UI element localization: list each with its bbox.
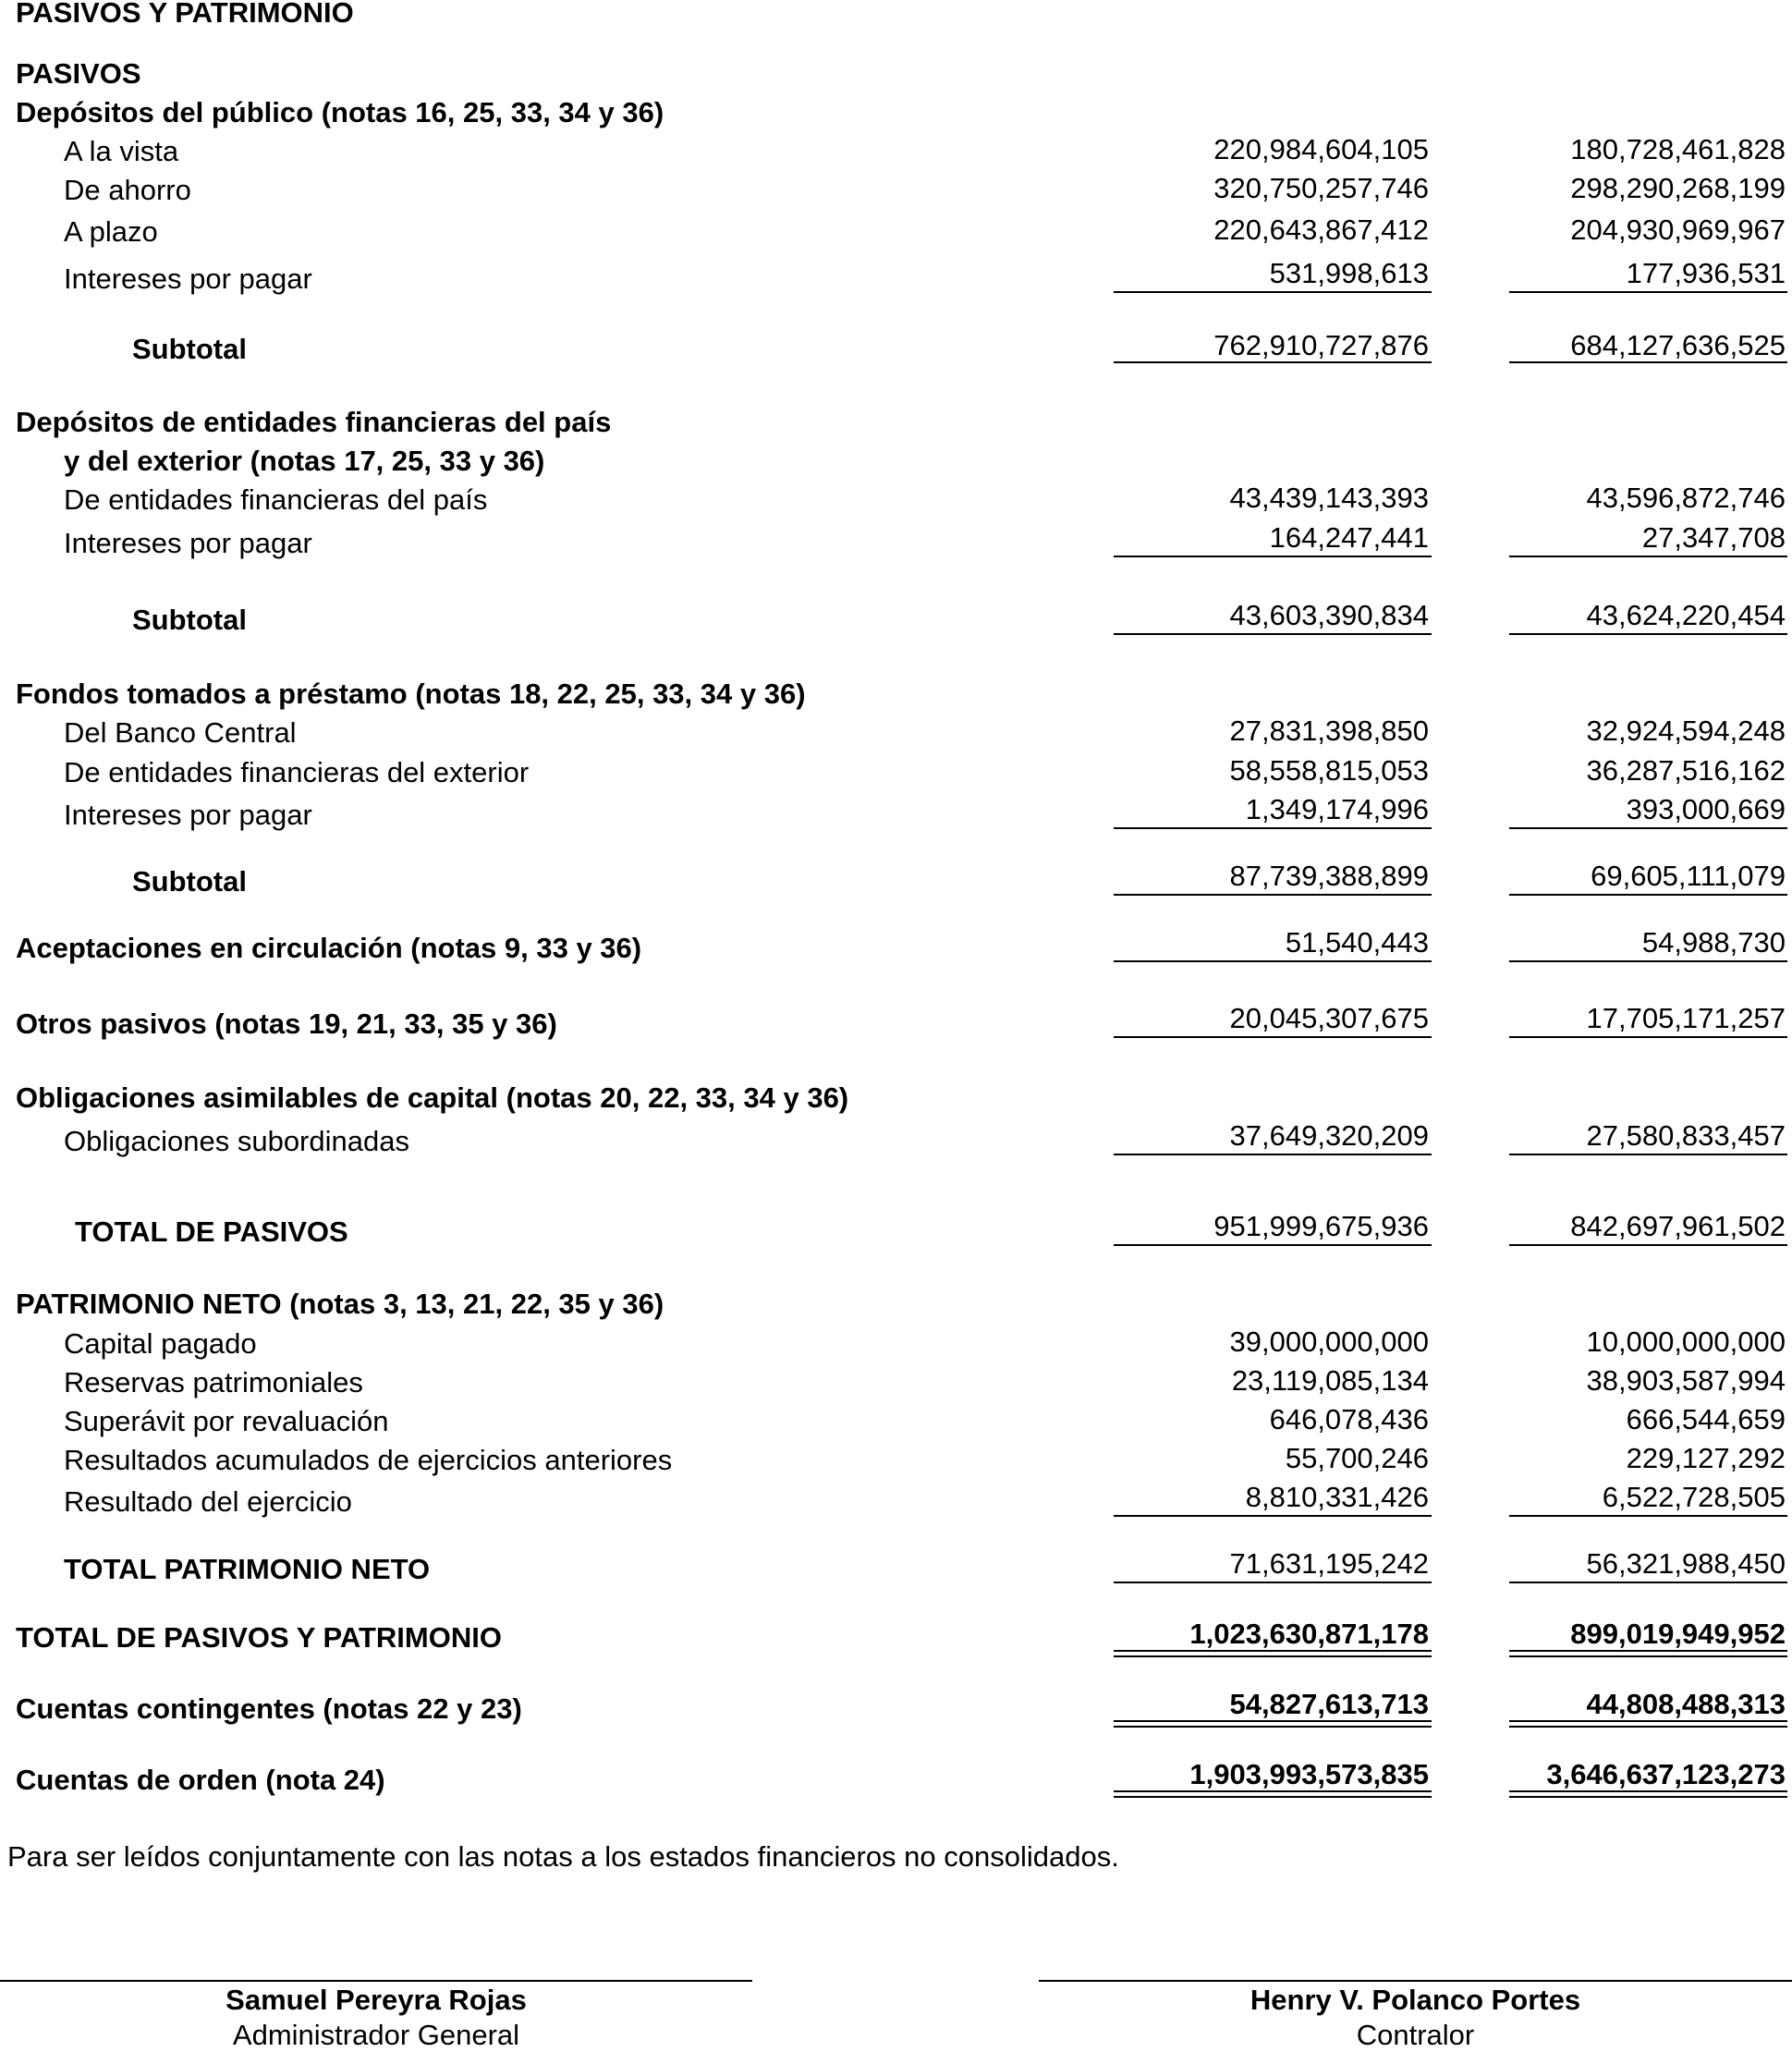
row-value-prior: 177,936,531 — [1626, 257, 1786, 289]
row-value-current: 646,078,436 — [1269, 1403, 1429, 1435]
row-value-prior: 229,127,292 — [1626, 1442, 1786, 1474]
subtotal-value-current: 43,603,390,834 — [1229, 599, 1429, 631]
underline — [1114, 1515, 1432, 1517]
underline — [1509, 827, 1787, 829]
row-value-current: 37,649,320,209 — [1229, 1119, 1429, 1152]
row-label: De entidades financieras del exterior — [64, 756, 530, 788]
row-value-prior: 204,930,969,967 — [1570, 214, 1786, 246]
row-label: Resultados acumulados de ejercicios anteriores — [64, 1444, 673, 1476]
total-patrimonio-prior: 56,321,988,450 — [1586, 1547, 1786, 1580]
row-value-current: 1,349,174,996 — [1245, 793, 1429, 825]
underline — [1114, 894, 1432, 896]
row-value-prior: 27,347,708 — [1641, 521, 1786, 554]
underline — [1114, 1244, 1432, 1246]
row-label-cuentas-orden: Cuentas de orden (nota 24) — [16, 1764, 385, 1796]
row-value-prior: 17,705,171,257 — [1586, 1002, 1786, 1034]
row-value-prior: 32,924,594,248 — [1586, 715, 1786, 747]
grand-total-current: 1,023,630,871,178 — [1189, 1618, 1429, 1650]
row-value-current: 320,750,257,746 — [1213, 172, 1429, 204]
signature-line — [1039, 1980, 1792, 1982]
subtotal-label: Subtotal — [132, 604, 247, 636]
underline — [1509, 960, 1787, 962]
underline — [1114, 556, 1432, 557]
row-label: Reservas patrimoniales — [64, 1366, 363, 1399]
row-value-prior: 36,287,516,162 — [1586, 754, 1786, 787]
underline — [1509, 1582, 1787, 1583]
row-label: Del Banco Central — [64, 716, 297, 749]
underline — [1509, 291, 1787, 293]
subtotal-value-prior: 43,624,220,454 — [1586, 599, 1786, 631]
row-value-current: 220,984,604,105 — [1213, 133, 1429, 165]
signature-title: Administrador General — [232, 2019, 520, 2051]
double-underline — [1114, 1720, 1432, 1728]
row-value-current: 58,558,815,053 — [1229, 754, 1429, 787]
row-value-prior: 43,596,872,746 — [1586, 482, 1786, 514]
row-value-current: 8,810,331,426 — [1245, 1481, 1429, 1513]
total-patrimonio-label: TOTAL PATRIMONIO NETO — [64, 1553, 431, 1585]
row-value-current: 164,247,441 — [1269, 521, 1429, 554]
row-label: A la vista — [64, 135, 179, 167]
signature-title: Contralor — [1356, 2019, 1475, 2051]
underline — [1114, 1154, 1432, 1155]
row-label-cuentas-contingentes: Cuentas contingentes (notas 22 y 23) — [16, 1692, 522, 1725]
row-label: A plazo — [64, 215, 158, 248]
subtotal-label: Subtotal — [132, 333, 247, 365]
double-underline — [1509, 1650, 1787, 1657]
subtotal-value-current: 762,910,727,876 — [1213, 329, 1429, 361]
row-value-prior: 10,000,000,000 — [1586, 1325, 1786, 1358]
subtotal-value-prior: 69,605,111,079 — [1591, 860, 1786, 892]
row-label: Capital pagado — [64, 1327, 257, 1360]
row-value-prior: 3,646,637,123,273 — [1546, 1758, 1786, 1790]
row-value-current: 531,998,613 — [1269, 257, 1429, 289]
signature-name: Henry V. Polanco Portes — [1250, 1984, 1581, 2016]
underline — [1509, 1036, 1787, 1038]
row-value-prior: 54,988,730 — [1641, 926, 1786, 959]
row-label: De ahorro — [64, 174, 191, 206]
subtotal-value-current: 87,739,388,899 — [1229, 860, 1429, 892]
row-value-current: 43,439,143,393 — [1229, 482, 1429, 514]
underline — [1509, 556, 1787, 557]
group-heading-patrimonio: PATRIMONIO NETO (notas 3, 13, 21, 22, 35 y 36) — [16, 1288, 664, 1320]
underline — [1509, 1244, 1787, 1246]
group-heading-depositos-entidades-cont: y del exterior (notas 17, 25, 33 y 36) — [64, 445, 545, 477]
row-label-otros-pasivos: Otros pasivos (notas 19, 21, 33, 35 y 36) — [16, 1008, 557, 1040]
underline — [1509, 633, 1787, 635]
group-heading-depositos-publico: Depósitos del público (notas 16, 25, 33, 34 y 36) — [16, 96, 664, 128]
signature-line — [0, 1980, 752, 1982]
section-heading-pasivos: PASIVOS — [16, 57, 141, 90]
row-value-current: 1,903,993,573,835 — [1189, 1758, 1429, 1790]
row-label: Obligaciones subordinadas — [64, 1125, 409, 1157]
row-value-prior: 298,290,268,199 — [1570, 172, 1786, 204]
subtotal-label: Subtotal — [132, 865, 247, 898]
double-underline — [1114, 1790, 1432, 1798]
row-label: Resultado del ejercicio — [64, 1485, 352, 1518]
group-heading-obligaciones: Obligaciones asimilables de capital (notas 20, 22, 33, 34 y 36) — [16, 1081, 849, 1114]
underline — [1114, 1036, 1432, 1038]
group-heading-depositos-entidades: Depósitos de entidades financieras del país — [16, 406, 612, 438]
underline — [1509, 1154, 1787, 1155]
row-value-current: 55,700,246 — [1285, 1442, 1429, 1474]
row-label: Intereses por pagar — [64, 263, 312, 295]
underline — [1509, 894, 1787, 896]
row-label: Superávit por revaluación — [64, 1405, 389, 1437]
total-pasivos-prior: 842,697,961,502 — [1570, 1210, 1786, 1242]
double-underline — [1114, 1650, 1432, 1657]
row-label-aceptaciones: Aceptaciones en circulación (notas 9, 33 y 36) — [16, 932, 642, 964]
row-value-current: 23,119,085,134 — [1231, 1364, 1429, 1397]
row-value-current: 54,827,613,713 — [1229, 1688, 1429, 1720]
row-label: Intereses por pagar — [64, 799, 312, 831]
row-value-prior: 666,544,659 — [1626, 1403, 1786, 1435]
underline — [1114, 960, 1432, 962]
row-value-prior: 393,000,669 — [1626, 793, 1786, 825]
total-pasivos-current: 951,999,675,936 — [1213, 1210, 1429, 1242]
underline — [1114, 827, 1432, 829]
double-underline — [1509, 1720, 1787, 1728]
group-heading-fondos-prestamo: Fondos tomados a préstamo (notas 18, 22, 25, 33, 34 y 36) — [16, 678, 806, 710]
row-value-current: 220,643,867,412 — [1213, 214, 1429, 246]
grand-total-label: TOTAL DE PASIVOS Y PATRIMONIO — [16, 1621, 502, 1654]
total-patrimonio-current: 71,631,195,242 — [1229, 1547, 1429, 1580]
row-value-current: 20,045,307,675 — [1229, 1002, 1429, 1034]
grand-total-prior: 899,019,949,952 — [1570, 1618, 1786, 1650]
row-value-prior: 6,522,728,505 — [1602, 1481, 1786, 1513]
underline — [1509, 361, 1787, 363]
row-value-prior: 38,903,587,994 — [1586, 1364, 1786, 1397]
row-value-current: 51,540,443 — [1285, 926, 1429, 959]
footnote: Para ser leídos conjuntamente con las notas a los estados financieros no consolidados. — [7, 1840, 1119, 1873]
underline — [1509, 1515, 1787, 1517]
underline — [1114, 291, 1432, 293]
statement-title: PASIVOS Y PATRIMONIO — [16, 0, 354, 29]
signature-name: Samuel Pereyra Rojas — [226, 1984, 527, 2016]
double-underline — [1509, 1790, 1787, 1798]
row-value-prior: 44,808,488,313 — [1586, 1688, 1786, 1720]
underline — [1114, 633, 1432, 635]
row-value-prior: 180,728,461,828 — [1570, 133, 1786, 165]
row-value-current: 39,000,000,000 — [1229, 1325, 1429, 1358]
row-label: Intereses por pagar — [64, 527, 312, 559]
subtotal-value-prior: 684,127,636,525 — [1570, 329, 1786, 361]
row-value-current: 27,831,398,850 — [1229, 715, 1429, 747]
row-label: De entidades financieras del país — [64, 483, 488, 516]
underline — [1114, 1582, 1432, 1583]
underline — [1114, 361, 1432, 363]
total-pasivos-label: TOTAL DE PASIVOS — [75, 1215, 348, 1248]
row-value-prior: 27,580,833,457 — [1586, 1119, 1786, 1152]
